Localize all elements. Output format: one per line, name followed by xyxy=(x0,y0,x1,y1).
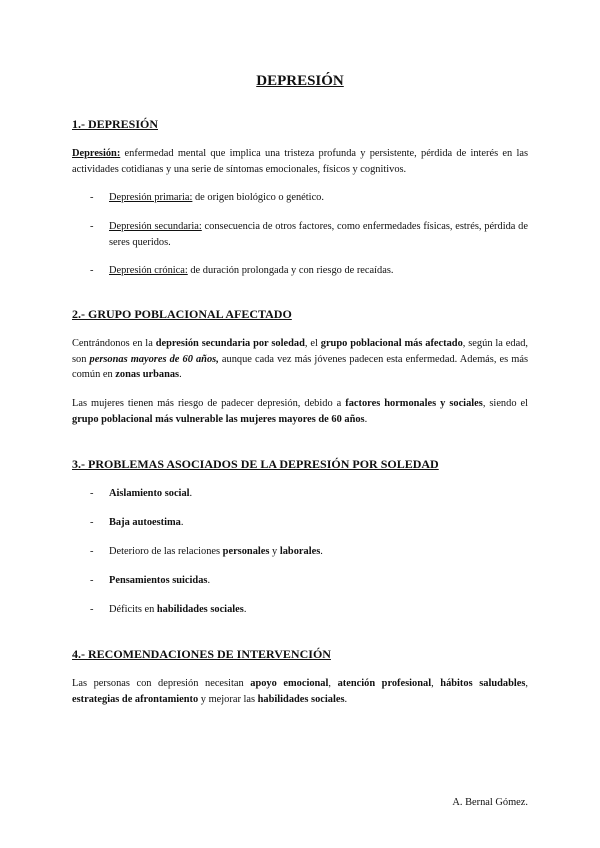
item-text: de duración prolongada y con riesgo de recaídas. xyxy=(187,265,394,276)
bold-text: habilidades sociales xyxy=(257,693,345,705)
list-item xyxy=(90,263,528,279)
bold-text: Pensamientos suicidas xyxy=(109,575,208,586)
text: . xyxy=(180,517,184,528)
section-1-definition xyxy=(72,146,528,177)
document-title: DEPRESIÓN xyxy=(256,73,344,89)
text: Las mujeres tienen más riesgo de padecer depresión, debido a xyxy=(72,398,346,409)
text: . xyxy=(243,604,247,615)
list-item xyxy=(90,602,528,618)
section-2-paragraph-2 xyxy=(72,396,528,427)
bold-text: grupo poblacional más afectado xyxy=(320,338,463,349)
section-2-paragraph-1 xyxy=(72,336,528,383)
bold-text: Aislamiento social xyxy=(109,488,190,499)
bold-text: apoyo emocional xyxy=(250,678,329,689)
text: Las personas con depresión necesitan xyxy=(72,678,251,689)
item-text: consecuencia de otros factores, como enfermedades físicas, estrés, pérdida de seres queridos. xyxy=(109,221,528,248)
bullet-dash: - xyxy=(90,604,94,615)
bold-text: factores hormonales y sociales xyxy=(345,398,483,409)
text: . xyxy=(179,369,182,380)
list-item xyxy=(90,190,528,206)
section-1-heading: 1.- DEPRESIÓN xyxy=(72,117,159,131)
bullet-dash: - xyxy=(90,488,94,499)
bullet-dash: - xyxy=(90,221,94,232)
text: , xyxy=(525,678,529,689)
text: . xyxy=(207,575,211,586)
document-page xyxy=(72,0,528,848)
section-3-heading: 3.- PROBLEMAS ASOCIADOS DE LA DEPRESIÓN POR SOLEDAD xyxy=(72,457,439,471)
bold-text: hábitos saludables xyxy=(440,678,526,689)
text: , el xyxy=(304,338,321,349)
text: . xyxy=(344,693,348,705)
text: y mejorar las xyxy=(198,693,258,705)
bold-text: zonas urbanas xyxy=(115,369,180,380)
text: . xyxy=(364,413,368,425)
author-signature: A. Bernal Gómez. xyxy=(452,797,528,808)
bold-text: habilidades sociales xyxy=(156,604,244,615)
item-text: de origen biológico o genético. xyxy=(192,192,324,203)
bold-text: grupo poblacional más vulnerable las mujeres mayores de 60 años xyxy=(72,413,365,425)
bullet-dash: - xyxy=(90,517,94,528)
text: . xyxy=(320,546,323,557)
text: , siendo el xyxy=(482,398,529,409)
section-4-paragraph xyxy=(72,676,528,707)
text: , xyxy=(328,678,338,689)
item-label: Depresión crónica: xyxy=(109,265,188,276)
bold-text: laborales xyxy=(279,546,321,557)
list-item xyxy=(90,219,528,250)
text: Centrándonos en la xyxy=(72,338,156,349)
section-2-heading: 2.- GRUPO POBLACIONAL AFECTADO xyxy=(72,307,292,321)
text: y xyxy=(269,546,280,557)
text: Déficits en xyxy=(109,604,157,615)
bullet-dash: - xyxy=(90,575,94,586)
bold-text: personales xyxy=(222,546,270,557)
definition-term: Depresión: xyxy=(72,148,121,159)
item-label: Depresión primaria: xyxy=(109,192,193,203)
text: , según la edad, son xyxy=(72,338,528,365)
bold-text: atención profesional xyxy=(337,678,432,689)
bold-text: depresión secundaria por soledad xyxy=(155,338,305,349)
list-item xyxy=(90,515,528,531)
bold-text: Baja autoestima xyxy=(109,517,181,528)
text: aunque cada vez más jóvenes padecen esta enfermedad. Además, es más común en xyxy=(72,353,528,380)
text: , xyxy=(431,678,441,689)
text: . xyxy=(189,488,193,499)
item-label: Depresión secundaria: xyxy=(109,221,202,232)
text: Deterioro de las relaciones xyxy=(109,546,223,557)
list-item xyxy=(90,486,528,502)
bullet-dash: - xyxy=(90,265,94,276)
list-item xyxy=(90,544,528,560)
bold-text: estrategias de afrontamiento xyxy=(72,693,199,705)
section-4-heading: 4.- RECOMENDACIONES DE INTERVENCIÓN xyxy=(72,647,331,661)
bullet-dash: - xyxy=(90,192,94,203)
bullet-dash: - xyxy=(90,546,94,557)
bold-italic-text: personas mayores de 60 años, xyxy=(89,353,219,365)
list-item xyxy=(90,573,528,589)
definition-text: enfermedad mental que implica una tristeza profunda y persistente, pérdida de interés en las actividades cotidianas y una serie de síntomas emocionales, físicos y cognitivos. xyxy=(72,148,528,175)
